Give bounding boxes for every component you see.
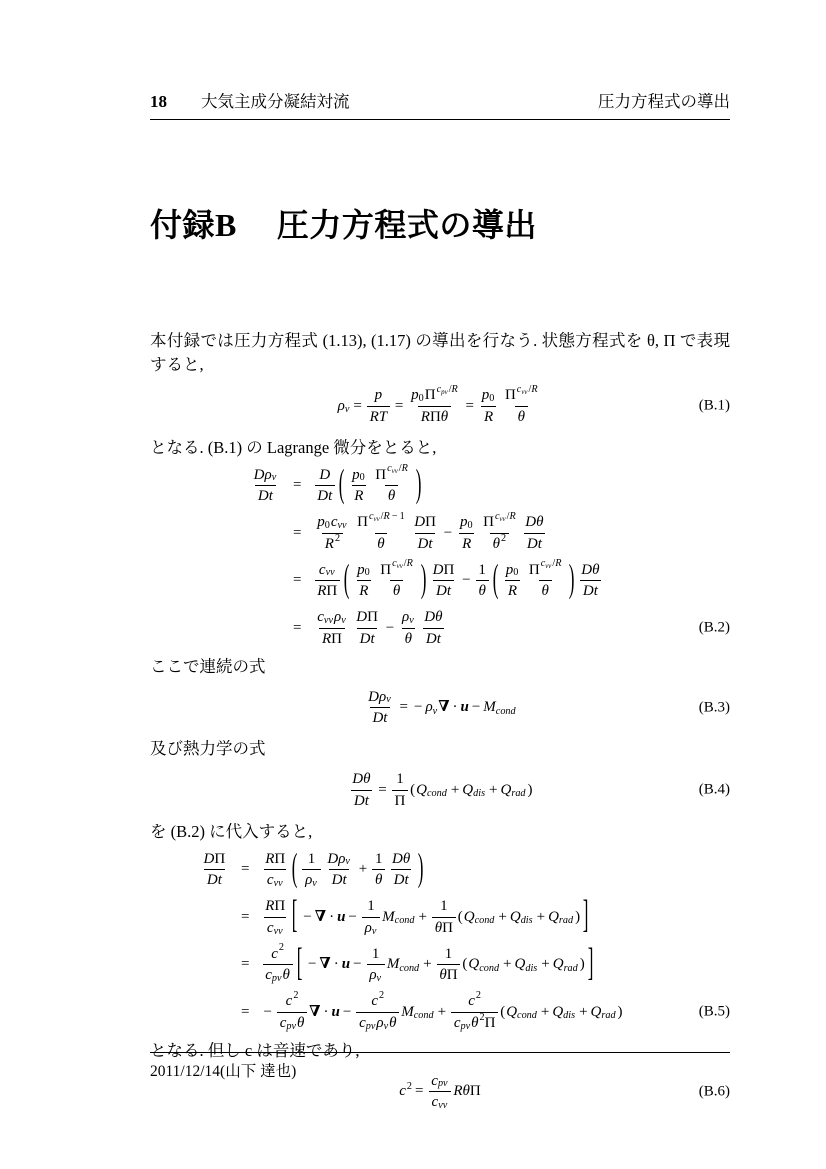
paragraph-after-b1: となる. (B.1) の Lagrange 微分をとると,	[150, 437, 437, 457]
equation-tag-B5: (B.5)	[698, 1003, 730, 1020]
paragraph-before-b6: となる. 但し c は音速であり,	[150, 1040, 360, 1060]
equation-relation: =	[241, 956, 250, 973]
equation-B2-line-4	[232, 607, 730, 650]
document-body	[150, 324, 730, 1121]
equation-relation: =	[293, 572, 302, 589]
equation-B5-line-3	[182, 944, 730, 987]
equation-B5-line-1	[182, 849, 730, 892]
header-section-title: 大気主成分凝結対流	[201, 92, 350, 111]
equation-math-B3: D ρ v D t = − ρ v ∇ · u − M c o n d	[363, 687, 516, 730]
footer-date: 2011/12/14(山下 達也)	[150, 1063, 297, 1080]
equation-relation: =	[241, 861, 250, 878]
equation-rhs: c v v R Π ( p 0 R Π c v v / R θ ) D Π D t − $\frac{1}{\theta}$ ( p 0 R Π c v v / R θ ) D θ D t	[312, 560, 604, 603]
appendix-label: 付録B	[150, 207, 237, 243]
equation-block-B2	[150, 465, 730, 650]
equation-relation: =	[241, 908, 250, 925]
equation-tag-B4: (B.4)	[698, 781, 730, 798]
equation-lhs: D Π D t	[182, 849, 230, 892]
equation-rhs: c v v ρ v R Π D Π D t − ρ v θ D θ D t	[312, 607, 447, 650]
equation-math-B6: c 2 = c p v c v v R θ Π	[399, 1072, 481, 1112]
equation-B3	[150, 687, 730, 730]
equation-relation: =	[293, 477, 302, 494]
chapter-title	[150, 200, 537, 246]
equation-rhs: R Π c v v [ − ∇ · u − 1 ρ v M c o n d + 1 θ Π ( Q c o n d + Q d i s + Q r a d ) ]	[265, 895, 589, 938]
equation-math-B1: ρ v = p R T = p 0 Π c p v / R R Π θ = p 0 R Π c v v / R θ	[338, 385, 543, 428]
equation-B1	[150, 385, 730, 428]
equation-tag-B1: (B.1)	[698, 397, 730, 414]
equation-relation: =	[293, 524, 302, 541]
equation-B2-line-2	[232, 512, 730, 555]
paragraph-before-b3: ここで連続の式	[150, 656, 266, 676]
paragraph-intro: 本付録では圧力方程式 (1.13), (1.17) の導出を行なう. 状態方程式を θ, Π で表現すると,	[150, 331, 730, 374]
equation-math-B4: D θ D t = $\frac{1}{\Pi}$ ( Q c o n d + Q d i s + Q r a d )	[348, 769, 533, 812]
page-header	[150, 88, 730, 120]
paragraph-before-b4: 及び熱力学の式	[150, 739, 266, 758]
equation-B4	[150, 769, 730, 812]
paragraph-before-b5: を (B.2) に代入すると,	[150, 821, 313, 841]
equation-rhs: c 2 c p v θ [ − ∇ · u − 1 ρ v M c o n d + 1 θ Π ( Q c o n d + Q d i s + Q r a d ) ]	[260, 944, 595, 987]
equation-relation: =	[293, 619, 302, 636]
chapter-title-text: 圧力方程式の導出	[276, 207, 537, 243]
equation-relation: =	[241, 1003, 250, 1020]
equation-lhs: D ρ v D t	[232, 465, 282, 508]
page-footer	[150, 1052, 730, 1081]
equation-B2-line-3	[232, 560, 730, 603]
equation-rhs: p 0 c v v R 2 Π c v v / R − 1 θ D Π D t − p 0 R Π c v v / R θ 2 D θ D t	[312, 512, 548, 555]
page-number: 18	[150, 92, 167, 111]
header-chapter-title: 圧力方程式の導出	[598, 92, 730, 111]
equation-block-B5	[150, 849, 730, 1034]
equation-rhs: − c 2 c p v θ ∇ · u − c 2 c p v ρ v θ M c o n d + c 2 c p v θ 2 Π ( Q c o n d + Q d i s + Q r a d )	[263, 989, 623, 1032]
equation-rhs: D D t ( p 0 R Π c v v / R θ )	[312, 465, 422, 508]
equation-rhs: R Π c v v ( 1 ρ v D ρ v D t + $\frac{1}{\theta}$ D θ D t )	[265, 847, 424, 891]
header-left	[150, 88, 350, 112]
equation-B5-line-2	[182, 896, 730, 939]
equation-B5-line-4	[182, 991, 730, 1034]
equation-tag-B3: (B.3)	[698, 699, 730, 716]
equation-tag-B2: (B.2)	[698, 619, 730, 636]
equation-tag-B6: (B.6)	[698, 1083, 730, 1100]
equation-B2-line-1	[232, 465, 730, 508]
